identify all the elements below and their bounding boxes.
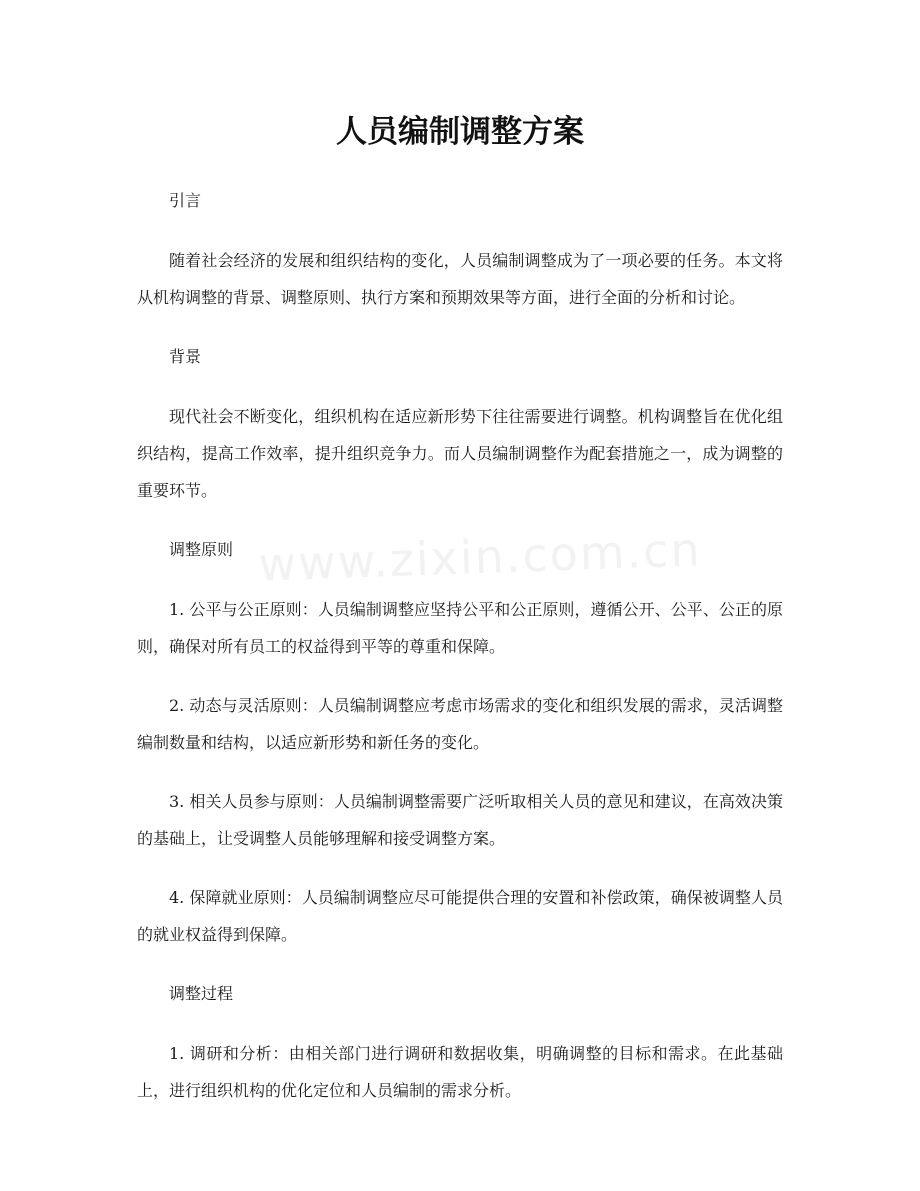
paragraph-background: 现代社会不断变化，组织机构在适应新形势下往往需要进行调整。机构调整旨在优化组织结构，提高工作效率，提升组织竞争力。而人员编制调整作为配套措施之一，成为调整的重要环节。	[137, 407, 783, 500]
watermark: www.zixin.com.cn	[257, 522, 703, 592]
paragraph-principle-4: 4. 保障就业原则：人员编制调整应尽可能提供合理的安置和补偿政策，确保被调整人员的就业权益得到保障。	[137, 888, 783, 944]
document-body	[137, 182, 783, 1131]
document-title: 人员编制调整方案	[336, 114, 584, 150]
section-heading-process: 调整过程	[169, 984, 234, 1003]
paragraph-principle-2: 2. 动态与灵活原则：人员编制调整应考虑市场需求的变化和组织发展的需求，灵活调整编制数量和结构，以适应新形势和新任务的变化。	[137, 696, 783, 752]
paragraph-principle-3: 3. 相关人员参与原则：人员编制调整需要广泛听取相关人员的意见和建议，在高效决策的基础上，让受调整人员能够理解和接受调整方案。	[137, 792, 783, 848]
section-heading-principles: 调整原则	[169, 540, 234, 559]
section-heading-introduction: 引言	[169, 191, 202, 210]
paragraph-introduction: 随着社会经济的发展和组织结构的变化，人员编制调整成为了一项必要的任务。本文将从机构调整的背景、调整原则、执行方案和预期效果等方面，进行全面的分析和讨论。	[137, 251, 783, 307]
section-heading-background: 背景	[169, 347, 202, 366]
paragraph-process-1: 1. 调研和分析：由相关部门进行调研和数据收集，明确调整的目标和需求。在此基础上，进行组织机构的优化定位和人员编制的需求分析。	[137, 1044, 783, 1100]
paragraph-principle-1: 1. 公平与公正原则：人员编制调整应坚持公平和公正原则，遵循公开、公平、公正的原则，确保对所有员工的权益得到平等的尊重和保障。	[137, 600, 783, 656]
